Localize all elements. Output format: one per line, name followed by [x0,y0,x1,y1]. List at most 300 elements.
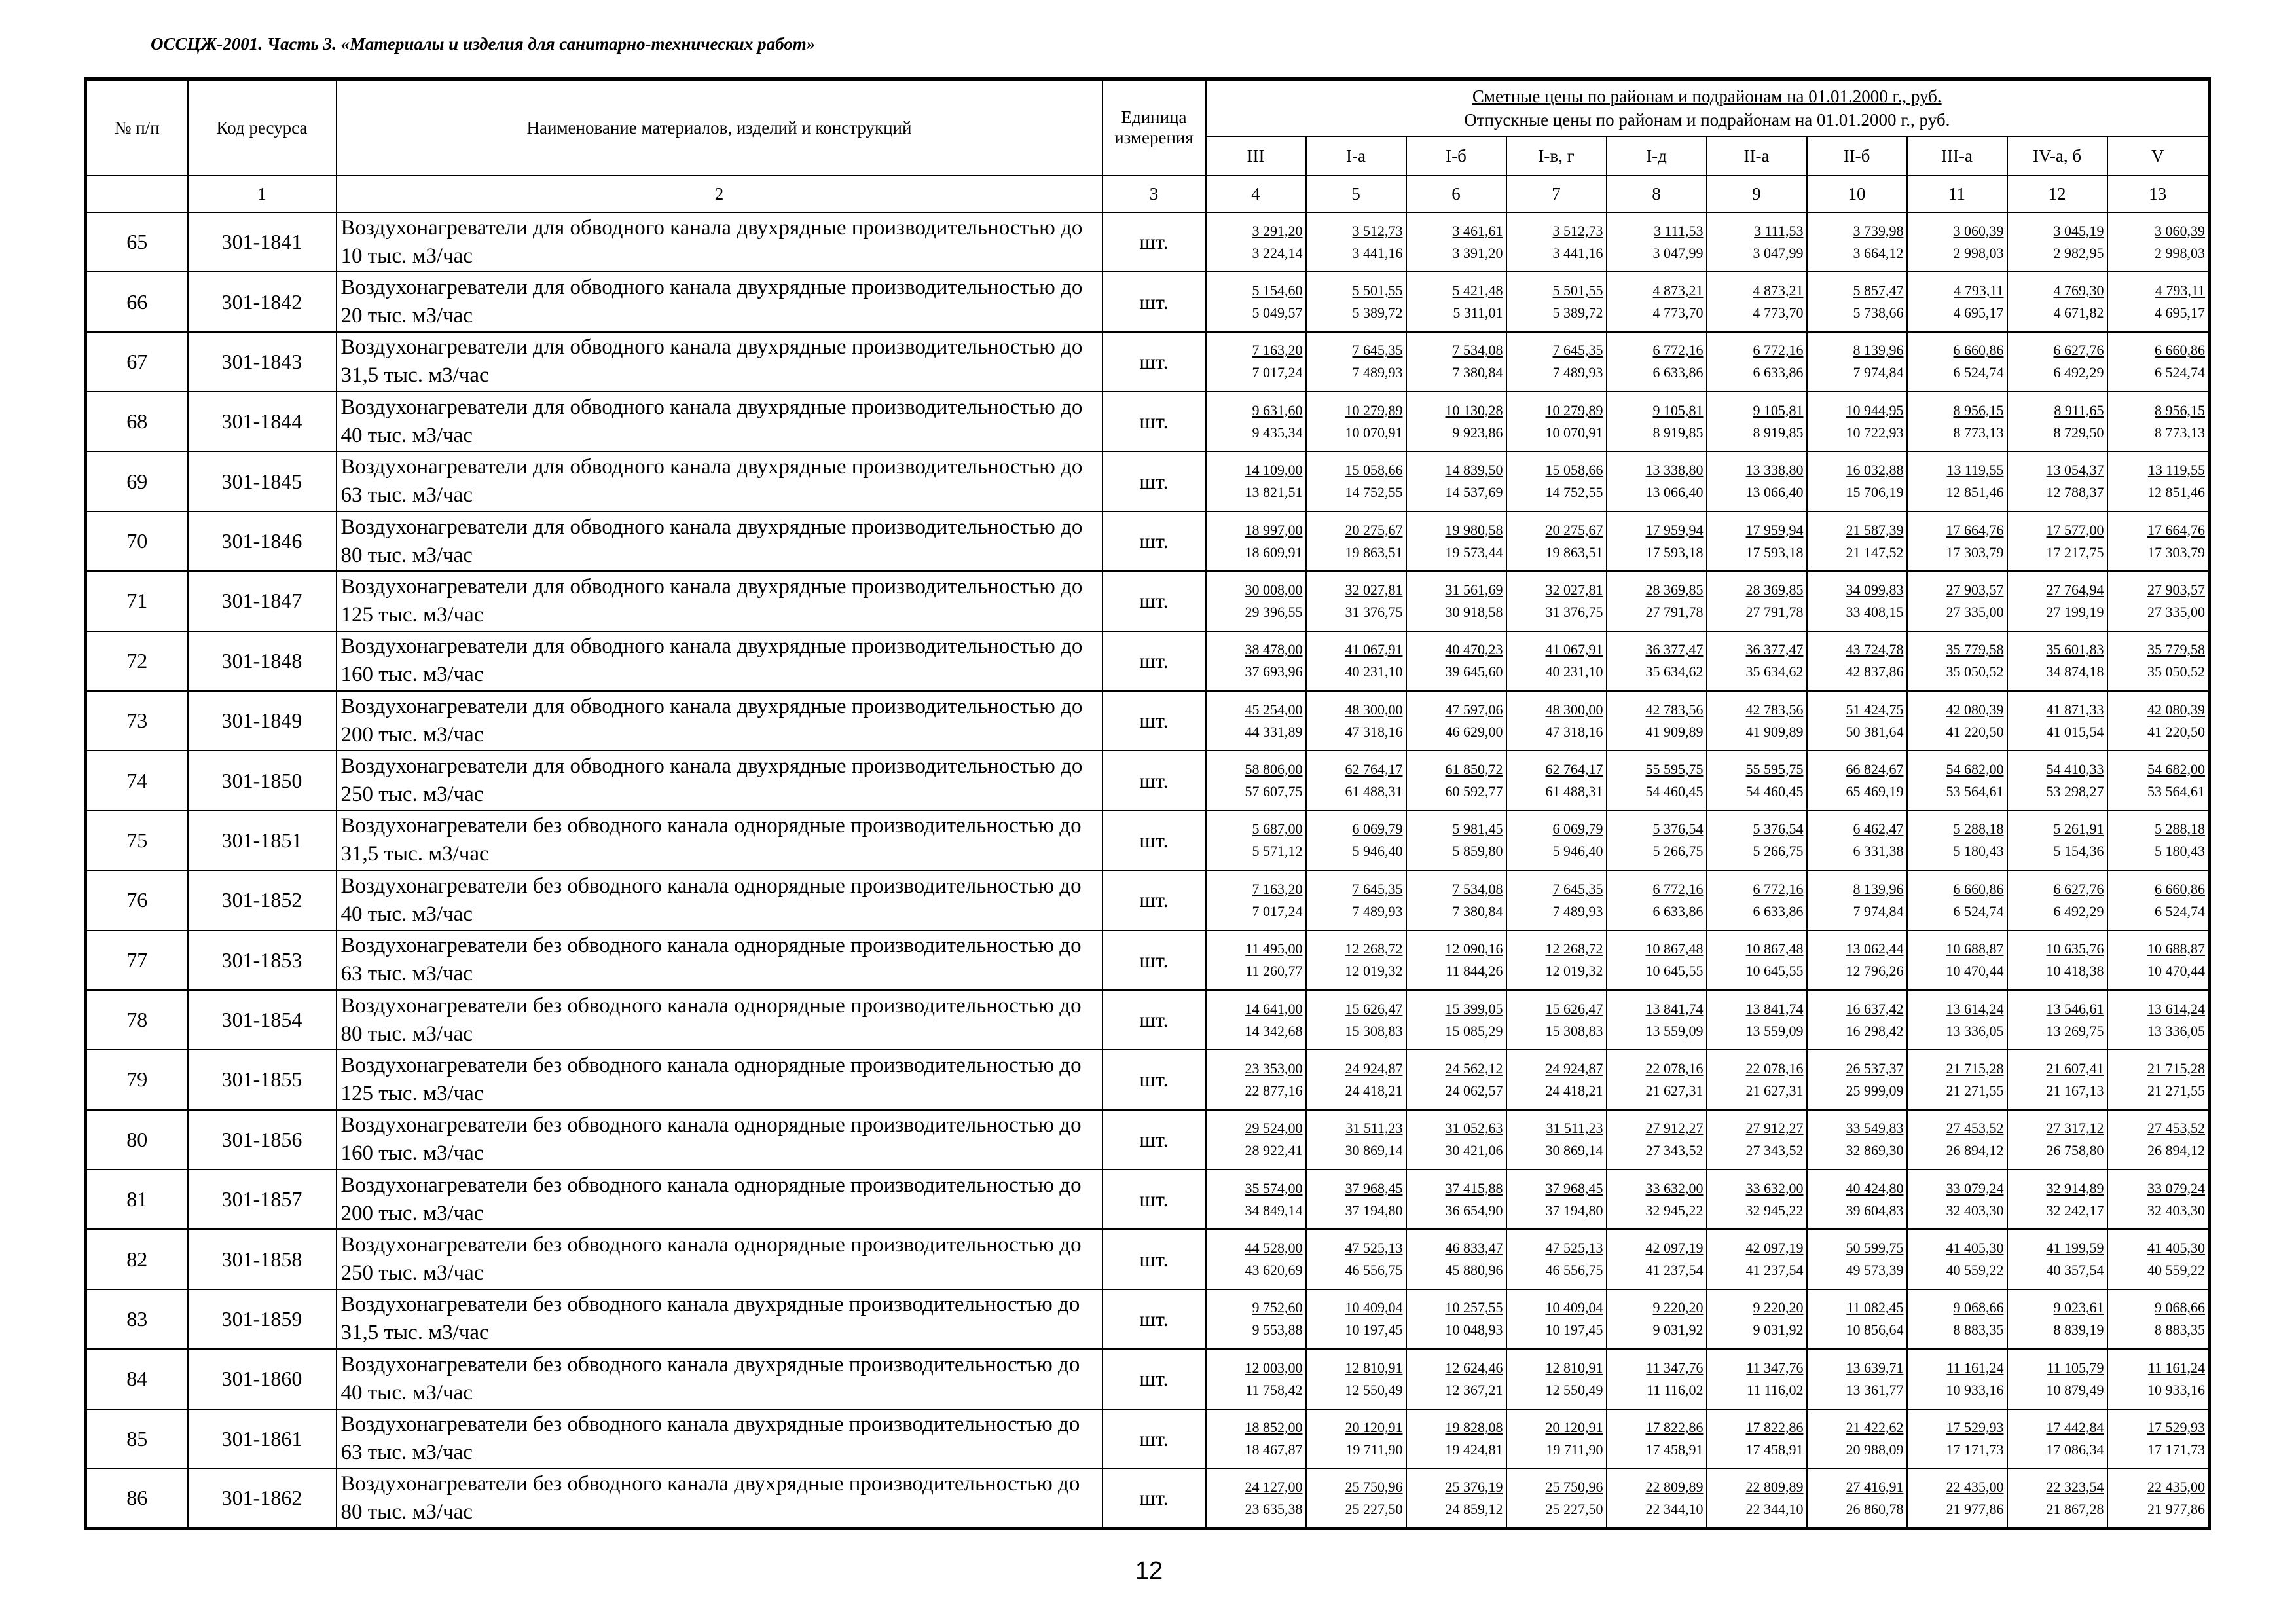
column-number: 3 [1102,175,1206,212]
resource-code: 301-1847 [188,571,337,631]
estimate-price: 5 288,18 [1953,821,2004,838]
material-name: Воздухонагреватели без обводного канала однорядные производительностью до 63 тыс. м3/час [337,931,1102,990]
estimate-price: 6 660,86 [2155,342,2206,359]
price-cell [2107,1349,2210,1409]
price-cell [1707,571,1807,631]
release-price: 12 788,37 [2046,484,2104,501]
release-price: 21 271,55 [2147,1082,2206,1099]
column-number: 7 [1506,175,1607,212]
price-cell [1907,1050,2007,1109]
estimate-price: 10 688,87 [2147,940,2206,957]
estimate-price: 40 424,80 [1846,1179,1904,1196]
release-price: 9 031,92 [1753,1321,1804,1338]
release-price: 15 308,83 [1545,1022,1603,1039]
price-cell [1907,511,2007,571]
price-cell [1707,452,1807,511]
price-cell [1807,811,1907,870]
price-cell [1406,511,1506,571]
release-price: 34 874,18 [2046,663,2104,680]
row-number: 82 [86,1229,188,1289]
price-cell [1707,392,1807,451]
table-row [86,332,2210,392]
estimate-price: 13 614,24 [2147,1000,2206,1017]
release-price: 13 336,05 [1946,1022,2004,1039]
release-price: 10 197,45 [1545,1321,1603,1338]
estimate-price: 11 347,76 [1746,1359,1804,1376]
estimate-price: 9 105,81 [1753,401,1804,418]
column-number-row [86,175,2210,212]
estimate-price: 5 981,45 [1452,821,1503,838]
column-number: 1 [188,175,337,212]
price-cell [1907,571,2007,631]
estimate-price: 3 512,73 [1552,222,1603,239]
price-cell [1907,212,2007,272]
estimate-price: 24 127,00 [1245,1478,1303,1495]
release-price: 24 418,21 [1545,1082,1603,1099]
row-number: 72 [86,631,188,691]
release-price: 26 894,12 [2147,1142,2206,1159]
release-price: 10 933,16 [2147,1381,2206,1398]
resource-code: 301-1843 [188,332,337,392]
price-cell [1607,332,1707,392]
price-cell [1506,1409,1607,1469]
estimate-price: 16 032,88 [1846,462,1904,479]
estimate-price: 7 163,20 [1252,342,1303,359]
estimate-price: 15 626,47 [1345,1000,1403,1017]
release-price: 24 062,57 [1445,1082,1503,1099]
release-price: 40 357,54 [2046,1262,2104,1279]
price-cell [2107,392,2210,451]
unit-of-measure: шт. [1102,1409,1206,1469]
estimate-price: 13 338,80 [1645,462,1704,479]
estimate-price: 13 546,61 [2046,1000,2104,1017]
estimate-price: 21 422,62 [1846,1419,1904,1436]
release-price: 19 711,90 [1345,1441,1403,1458]
estimate-price: 6 069,79 [1552,821,1603,838]
estimate-price: 6 660,86 [1953,880,2004,897]
estimate-price: 13 639,71 [1846,1359,1904,1376]
material-name: Воздухонагреватели для обводного канала двухрядные производительностью до 40 тыс. м3/час [337,392,1102,451]
price-cell [1907,750,2007,810]
price-cell [1206,511,1306,571]
column-number: 11 [1907,175,2007,212]
release-price: 5 180,43 [1953,843,2004,860]
price-cell [1506,212,1607,272]
estimate-price: 27 453,52 [1946,1120,2004,1137]
release-price: 21 627,31 [1645,1082,1704,1099]
estimate-price: 42 080,39 [1946,701,2004,718]
estimate-price: 41 405,30 [1946,1240,2004,1257]
release-price: 6 524,74 [2155,364,2206,381]
price-cell [1807,1110,1907,1170]
price-cell [1506,870,1607,930]
release-price: 14 342,68 [1245,1022,1303,1039]
price-cell [1406,392,1506,451]
release-price: 54 460,45 [1745,783,1804,800]
price-cell [1807,332,1907,392]
price-cell [1907,1229,2007,1289]
estimate-price: 30 008,00 [1245,581,1303,598]
header-region: I-б [1406,136,1506,175]
estimate-price: 3 045,19 [2053,222,2104,239]
estimate-price: 7 645,35 [1552,880,1603,897]
price-cell [1707,1349,1807,1409]
price-cell [1707,811,1807,870]
estimate-price: 12 268,72 [1545,940,1603,957]
release-price: 6 331,38 [1853,843,1904,860]
price-cell [2107,811,2210,870]
row-number: 75 [86,811,188,870]
estimate-price: 3 060,39 [2155,222,2206,239]
price-cell [1406,571,1506,631]
release-price: 11 844,26 [1446,963,1503,980]
release-price: 49 573,39 [1846,1262,1904,1279]
price-cell [1607,452,1707,511]
release-price: 6 633,86 [1652,364,1704,381]
estimate-price: 9 105,81 [1652,401,1704,418]
release-price: 8 773,13 [1953,424,2004,441]
estimate-price: 9 068,66 [1953,1299,2004,1316]
release-price: 41 015,54 [2046,723,2104,740]
estimate-price: 8 911,65 [2054,401,2104,418]
estimate-price: 33 079,24 [1946,1179,2004,1196]
header-region: II-а [1707,136,1807,175]
estimate-price: 22 435,00 [1946,1478,2004,1495]
release-price: 40 559,22 [1946,1262,2004,1279]
unit-of-measure: шт. [1102,571,1206,631]
estimate-price: 27 903,57 [2147,581,2206,598]
release-price: 13 559,09 [1645,1022,1704,1039]
estimate-price: 4 793,11 [1954,282,2004,299]
release-price: 30 869,14 [1545,1142,1603,1159]
price-cell [1306,392,1406,451]
unit-of-measure: шт. [1102,212,1206,272]
document-header: ОССЦЖ-2001. Часть 3. «Материалы и изделия для санитарно-технических работ» [151,34,816,54]
price-cell [1306,811,1406,870]
price-cell [1406,931,1506,990]
unit-of-measure: шт. [1102,1170,1206,1229]
estimate-price: 18 997,00 [1245,521,1303,538]
estimate-price: 11 105,79 [2047,1359,2104,1376]
table-header [86,79,2210,213]
estimate-price: 37 968,45 [1345,1179,1403,1196]
price-cell [1807,571,1907,631]
estimate-price: 10 279,89 [1345,401,1403,418]
price-cell [1306,1170,1406,1229]
release-price: 5 311,01 [1453,304,1503,322]
release-price: 7 974,84 [1853,902,1904,919]
price-cell [1306,1349,1406,1409]
price-cell [1406,691,1506,750]
price-cell [1306,1229,1406,1289]
price-cell [2007,1409,2107,1469]
resource-code: 301-1850 [188,750,337,810]
estimate-price: 16 637,42 [1846,1000,1904,1017]
estimate-price: 8 956,15 [1953,401,2004,418]
release-price: 12 796,26 [1846,963,1904,980]
release-price: 30 918,58 [1445,603,1503,620]
price-cell [1607,212,1707,272]
price-cell [2107,272,2210,331]
row-number: 73 [86,691,188,750]
column-number: 8 [1607,175,1707,212]
estimate-price: 54 682,00 [1946,761,2004,778]
unit-of-measure: шт. [1102,811,1206,870]
price-cell [1807,511,1907,571]
price-cell [2007,452,2107,511]
price-cell [1907,1349,2007,1409]
estimate-price: 40 470,23 [1445,641,1503,658]
price-cell [1406,990,1506,1050]
table-row [86,1289,2210,1349]
estimate-price: 41 405,30 [2147,1240,2206,1257]
price-cell [2007,392,2107,451]
release-price: 47 318,16 [1545,723,1603,740]
estimate-price: 9 220,20 [1753,1299,1804,1316]
price-cell [2007,212,2107,272]
price-cell [1907,990,2007,1050]
estimate-price: 27 912,27 [1645,1120,1704,1137]
release-price: 13 066,40 [1745,484,1804,501]
release-price: 43 620,69 [1245,1262,1303,1279]
estimate-price: 44 528,00 [1245,1240,1303,1257]
table-row [86,1409,2210,1469]
estimate-price: 20 275,67 [1345,521,1403,538]
release-price: 57 607,75 [1245,783,1303,800]
release-price: 46 629,00 [1445,723,1503,740]
release-price: 2 998,03 [2155,244,2206,261]
release-price: 6 492,29 [2053,364,2104,381]
estimate-price: 26 537,37 [1846,1060,1904,1077]
release-price: 25 999,09 [1846,1082,1904,1099]
release-price: 33 408,15 [1846,603,1904,620]
release-price: 5 738,66 [1853,304,1904,322]
estimate-price: 6 772,16 [1753,342,1804,359]
release-price: 17 171,73 [2147,1441,2206,1458]
price-cell [2007,750,2107,810]
estimate-price: 10 130,28 [1445,401,1503,418]
estimate-price: 7 645,35 [1352,880,1403,897]
estimate-price: 18 852,00 [1245,1419,1303,1436]
price-cell [1907,272,2007,331]
release-price: 15 085,29 [1445,1022,1503,1039]
resource-code: 301-1857 [188,1170,337,1229]
price-cell [1807,1229,1907,1289]
price-cell [2107,1110,2210,1170]
price-cell [2107,452,2210,511]
release-price: 9 923,86 [1452,424,1503,441]
price-cell [2007,1110,2107,1170]
price-cell [1607,691,1707,750]
header-region: IV-а, б [2007,136,2107,175]
release-price: 10 070,91 [1345,424,1403,441]
price-cell [1206,1289,1306,1349]
estimate-price: 5 501,55 [1352,282,1403,299]
price-cell [1206,691,1306,750]
estimate-price: 31 511,23 [1345,1120,1403,1137]
table-row [86,811,2210,870]
estimate-price: 17 664,76 [2147,521,2206,538]
header-region: III [1206,136,1306,175]
price-cell [1206,332,1306,392]
release-price: 26 894,12 [1946,1142,2004,1159]
unit-of-measure: шт. [1102,1229,1206,1289]
resource-code: 301-1851 [188,811,337,870]
price-cell [1506,1349,1607,1409]
release-price: 35 634,62 [1745,663,1804,680]
row-number: 65 [86,212,188,272]
header-num: № п/п [86,79,188,176]
release-price: 41 237,54 [1745,1262,1804,1279]
release-price: 21 271,55 [1946,1082,2004,1099]
estimate-price: 32 914,89 [2046,1179,2104,1196]
estimate-price: 17 529,93 [1946,1419,2004,1436]
release-price: 13 336,05 [2147,1022,2206,1039]
price-cell [1406,1110,1506,1170]
resource-code: 301-1842 [188,272,337,331]
estimate-price: 41 199,59 [2046,1240,2104,1257]
unit-of-measure: шт. [1102,750,1206,810]
estimate-price: 5 421,48 [1452,282,1503,299]
price-cell [1306,1110,1406,1170]
price-cell [1907,1170,2007,1229]
release-price: 22 344,10 [1645,1500,1704,1517]
estimate-price: 21 607,41 [2046,1060,2104,1077]
estimate-price: 42 097,19 [1745,1240,1804,1257]
price-cell [1306,452,1406,511]
estimate-price: 4 873,21 [1753,282,1804,299]
table-body [86,212,2210,1529]
price-cell [1807,750,1907,810]
unit-of-measure: шт. [1102,452,1206,511]
release-price: 22 344,10 [1745,1500,1804,1517]
release-price: 40 559,22 [2147,1262,2206,1279]
price-cell [1907,332,2007,392]
estimate-price: 4 793,11 [2155,282,2206,299]
release-price: 17 593,18 [1745,544,1804,561]
estimate-price: 61 850,72 [1445,761,1503,778]
row-number: 70 [86,511,188,571]
release-price: 23 635,38 [1245,1500,1303,1517]
estimate-price: 35 779,58 [1946,641,2004,658]
price-cell [1807,1469,1907,1529]
release-price: 41 909,89 [1645,723,1704,740]
release-price: 17 303,79 [1946,544,2004,561]
price-cell [1907,870,2007,930]
price-cell [1707,1170,1807,1229]
release-price: 61 488,31 [1345,783,1403,800]
price-cell [1306,1409,1406,1469]
estimate-price: 6 772,16 [1753,880,1804,897]
estimate-price: 27 453,52 [2147,1120,2206,1137]
price-cell [1707,631,1807,691]
price-cell [1907,691,2007,750]
release-price: 7 380,84 [1452,364,1503,381]
price-cell [1306,1289,1406,1349]
price-cell [2107,631,2210,691]
price-cell [2107,691,2210,750]
release-price: 10 645,55 [1645,963,1704,980]
release-price: 12 851,46 [2147,484,2206,501]
estimate-price: 12 268,72 [1345,940,1403,957]
price-cell [1206,212,1306,272]
estimate-price: 55 595,75 [1745,761,1804,778]
release-price: 32 403,30 [2147,1202,2206,1219]
column-number: 10 [1807,175,1907,212]
release-price: 5 859,80 [1452,843,1503,860]
estimate-price: 6 069,79 [1352,821,1403,838]
release-price: 21 167,13 [2046,1082,2104,1099]
release-price: 3 664,12 [1853,244,1904,261]
header-prices-estimate: Сметные цены по районам и подрайонам на 01.01.2000 г., руб. [1472,86,1942,106]
release-price: 3 224,14 [1252,244,1303,261]
estimate-price: 27 764,94 [2046,581,2104,598]
release-price: 12 019,32 [1545,963,1603,980]
release-price: 19 573,44 [1445,544,1503,561]
release-price: 13 269,75 [2046,1022,2104,1039]
release-price: 14 537,69 [1445,484,1503,501]
unit-of-measure: шт. [1102,870,1206,930]
table-row [86,1170,2210,1229]
price-cell [1707,1050,1807,1109]
estimate-price: 19 828,08 [1445,1419,1503,1436]
price-cell [2107,1170,2210,1229]
release-price: 34 849,14 [1245,1202,1303,1219]
release-price: 5 389,72 [1552,304,1603,322]
release-price: 8 919,85 [1753,424,1804,441]
unit-of-measure: шт. [1102,990,1206,1050]
release-price: 5 946,40 [1352,843,1403,860]
estimate-price: 15 626,47 [1545,1000,1603,1017]
price-cell [1807,931,1907,990]
estimate-price: 22 809,89 [1645,1478,1704,1495]
resource-code: 301-1852 [188,870,337,930]
table-row [86,1469,2210,1529]
estimate-price: 11 495,00 [1245,940,1303,957]
price-cell [2107,1409,2210,1469]
estimate-price: 3 060,39 [1953,222,2004,239]
resource-code: 301-1861 [188,1409,337,1469]
release-price: 32 403,30 [1946,1202,2004,1219]
price-cell [1306,571,1406,631]
release-price: 32 242,17 [2046,1202,2104,1219]
release-price: 8 773,13 [2155,424,2206,441]
price-cell [1807,212,1907,272]
release-price: 2 998,03 [1953,244,2004,261]
table-row [86,990,2210,1050]
estimate-price: 31 511,23 [1546,1120,1603,1137]
price-cell [1607,392,1707,451]
release-price: 8 729,50 [2053,424,2104,441]
material-name: Воздухонагреватели для обводного канала двухрядные производительностью до 63 тыс. м3/час [337,452,1102,511]
price-cell [1907,1289,2007,1349]
price-cell [1406,1349,1506,1409]
price-cell [1406,332,1506,392]
price-cell [1607,571,1707,631]
estimate-price: 46 833,47 [1445,1240,1503,1257]
release-price: 53 564,61 [2147,783,2206,800]
estimate-price: 17 959,94 [1645,521,1704,538]
release-price: 7 974,84 [1853,364,1904,381]
release-price: 37 194,80 [1545,1202,1603,1219]
unit-of-measure: шт. [1102,1349,1206,1409]
price-cell [1506,750,1607,810]
estimate-price: 66 824,67 [1846,761,1904,778]
estimate-price: 25 750,96 [1545,1478,1603,1495]
estimate-price: 7 534,08 [1452,880,1503,897]
release-price: 12 851,46 [1946,484,2004,501]
estimate-price: 13 841,74 [1645,1000,1704,1017]
